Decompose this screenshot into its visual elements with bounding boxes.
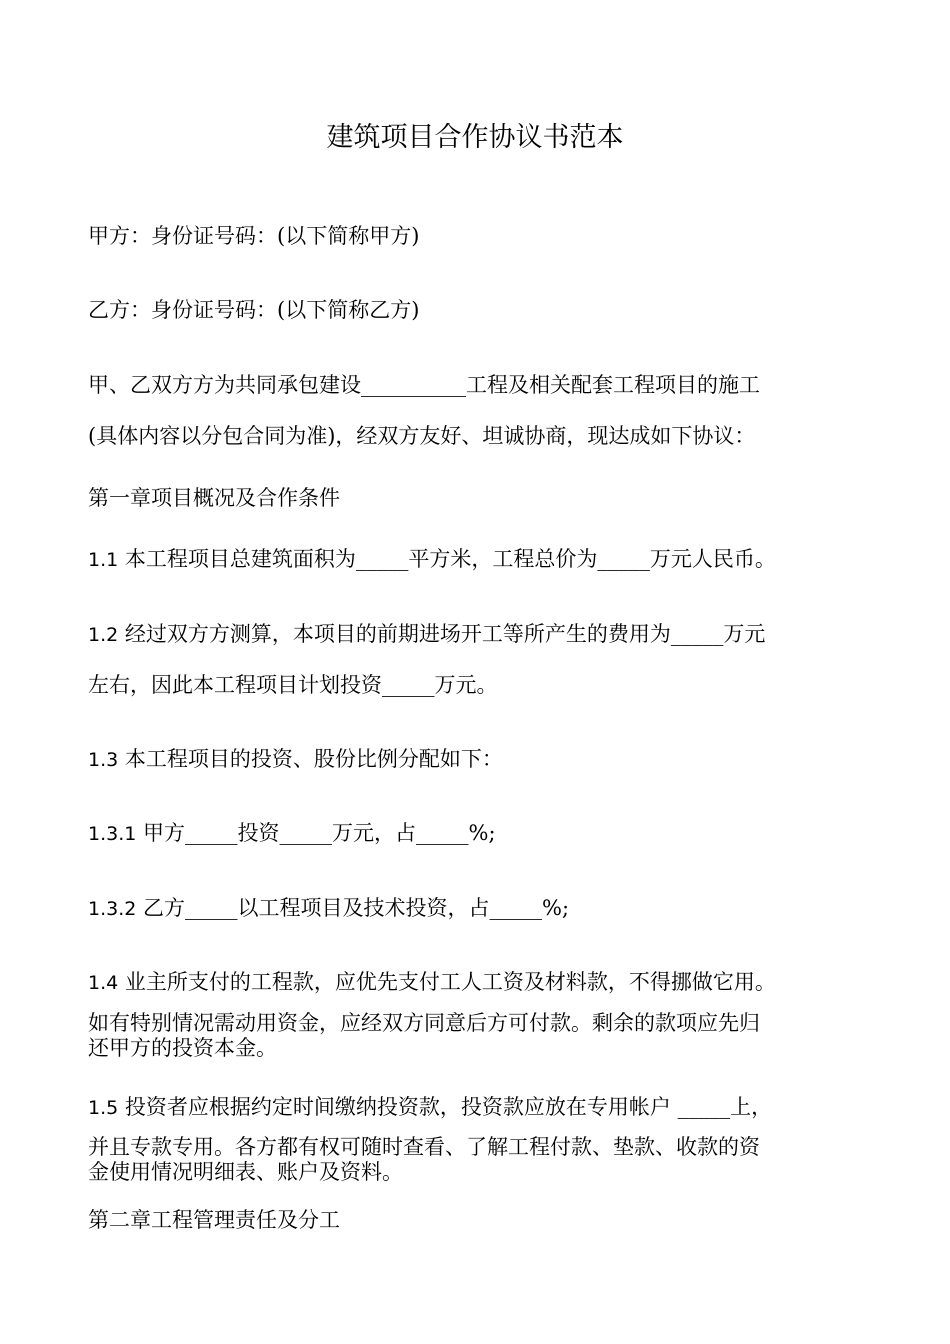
clause-text: 本工程项目的投资、股份比例分配如下： [124, 747, 503, 771]
clause-text: 经过双方方测算，本项目的前期进场开工等所产生的费用为_____万元 [124, 622, 766, 646]
clause-number: 1.3.2 [88, 898, 137, 920]
document-title: 建筑项目合作协议书范本 [326, 122, 624, 153]
clause-text: 乙方_____以工程项目及技术投资，占_____%; [143, 896, 570, 920]
clause-1-3 [88, 744, 878, 775]
clause-1-3-1 [88, 818, 878, 849]
clause-1-3-2 [88, 893, 878, 924]
chapter-1-heading: 第一章项目概况及合作条件 [88, 486, 340, 510]
clause-1-5-line-1 [88, 1092, 878, 1123]
intro-paragraph-line-1: 甲、乙双方方为共同承包建设__________工程及相关配套工程项目的施工 [88, 373, 760, 397]
clause-number: 1.3.1 [88, 823, 137, 845]
clause-number: 1.2 [88, 624, 119, 646]
party-a-line: 甲方：身份证号码：(以下简称甲方) [88, 224, 420, 248]
clause-1-4-line-2: 如有特别情况需动用资金，应经双方同意后方可付款。剩余的款项应先归 [88, 1011, 760, 1035]
clause-1-2-line-2: 左右，因此本工程项目计划投资_____万元。 [88, 673, 498, 697]
clause-1-2-line-1 [88, 619, 878, 650]
clause-text: 甲方_____投资_____万元，占_____%; [143, 821, 496, 845]
clause-text: 本工程项目总建筑面积为_____平方米，工程总价为_____万元人民币。 [124, 547, 776, 571]
clause-text: 投资者应根据约定时间缴纳投资款，投资款应放在专用帐户 _____上， [124, 1095, 773, 1119]
clause-1-5-line-2: 并且专款专用。各方都有权可随时查看、了解工程付款、垫款、收款的资 [88, 1135, 760, 1159]
intro-paragraph-line-2: (具体内容以分包合同为准)，经双方友好、坦诚协商，现达成如下协议： [88, 424, 756, 448]
clause-1-5-line-3: 金使用情况明细表、账户及资料。 [88, 1160, 403, 1184]
clause-number: 1.4 [88, 972, 119, 994]
chapter-2-heading: 第二章工程管理责任及分工 [88, 1208, 340, 1232]
clause-1-4-line-1 [88, 967, 878, 998]
clause-number: 1.3 [88, 749, 119, 771]
clause-number: 1.1 [88, 549, 119, 571]
clause-1-4-line-3: 还甲方的投资本金。 [88, 1036, 277, 1060]
clause-text: 业主所支付的工程款，应优先支付工人工资及材料款，不得挪做它用。 [124, 970, 776, 994]
party-b-line: 乙方：身份证号码：(以下简称乙方) [88, 298, 420, 322]
clause-1-1 [88, 544, 878, 575]
clause-number: 1.5 [88, 1097, 119, 1119]
